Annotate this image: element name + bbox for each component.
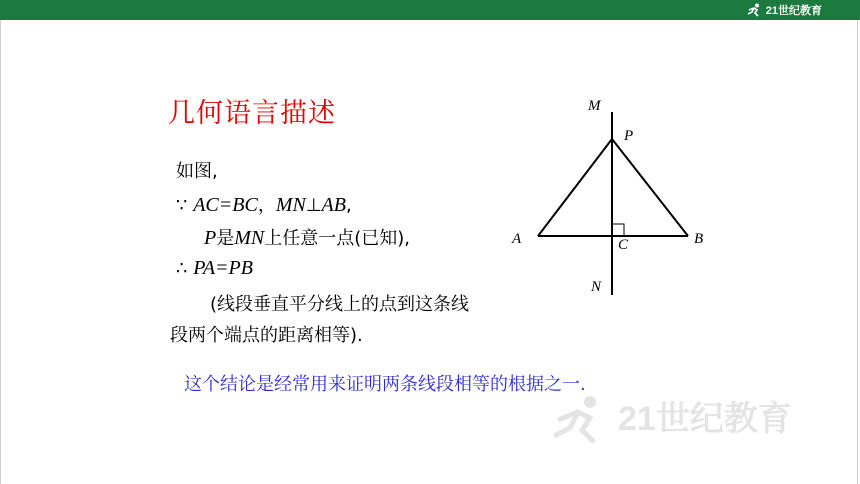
text-line-3	[204, 224, 410, 250]
separator: ，	[257, 195, 276, 216]
line-mn-ref: MN	[234, 227, 265, 249]
equals-sign-2: =	[215, 257, 229, 279]
label-m: M	[588, 98, 601, 114]
theorem-reason-part2: 段两个端点的距离相等).	[170, 325, 363, 346]
line-mn: MN	[275, 194, 306, 216]
segment-pb: PB	[228, 257, 253, 279]
text-line-5	[210, 290, 469, 316]
conclusion-text: 这个结论是经常用来证明两条线段相等的根据之一.	[184, 374, 586, 395]
theorem-reason-part1: (线段垂直平分线上的点到这条线	[210, 294, 470, 315]
segment-ac: AC	[193, 194, 219, 216]
comma: ,	[345, 195, 352, 216]
runner-logo-icon	[746, 3, 762, 17]
text-line-1	[176, 157, 218, 183]
label-n: N	[591, 279, 602, 295]
equals-sign: =	[218, 194, 233, 216]
word-is: 是	[216, 228, 235, 249]
right-angle-mark	[612, 224, 624, 236]
brand-logo-text: 21世纪教育	[765, 5, 822, 17]
header-bar	[0, 0, 860, 20]
given-intro: 如图,	[176, 161, 218, 182]
segment-bc: BC	[232, 194, 258, 216]
slide-title: 几何语言描述	[168, 98, 336, 129]
arbitrary-point-text: 上任意一点(已知),	[264, 228, 410, 249]
therefore-symbol: ∴	[176, 258, 194, 279]
label-a: A	[512, 231, 522, 247]
watermark-logo	[548, 390, 848, 460]
segment-pa: PA	[193, 257, 216, 279]
text-line-6	[170, 321, 363, 347]
watermark-runner-icon	[554, 396, 596, 442]
segment-ab: AB	[321, 194, 346, 216]
watermark-text: 21世纪教育	[618, 400, 792, 438]
brand-logo	[746, 2, 822, 18]
left-border	[0, 20, 1, 484]
text-line-2	[176, 191, 352, 217]
segment-pb-drawing	[612, 139, 688, 236]
geometry-diagram	[500, 90, 720, 305]
right-border	[857, 20, 858, 484]
segment-pa-drawing	[538, 139, 612, 236]
because-symbol: ∵	[176, 195, 194, 216]
point-p: P	[204, 227, 217, 249]
perpendicular-symbol: ⊥	[305, 195, 322, 216]
label-b: B	[694, 231, 704, 247]
text-line-4	[176, 257, 253, 280]
label-c: C	[618, 237, 629, 253]
label-p: P	[624, 128, 634, 144]
